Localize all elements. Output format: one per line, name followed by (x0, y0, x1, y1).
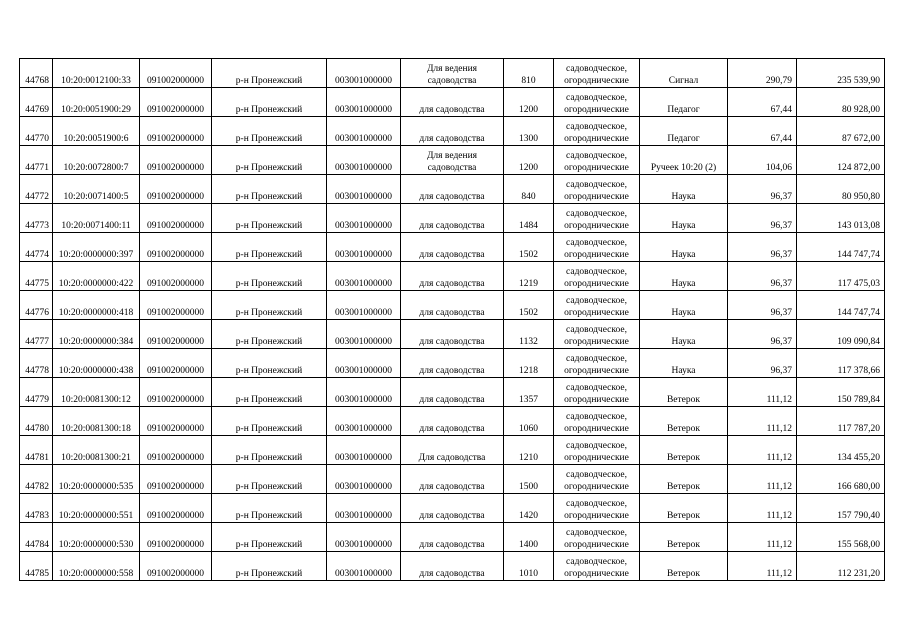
partnership-cell: Наука (640, 291, 728, 320)
partnership-cell: Ветерок (640, 436, 728, 465)
purpose-cell: для садоводства (401, 465, 504, 494)
area-cell: 1502 (504, 291, 554, 320)
total-value-cell: 155 568,00 (797, 523, 885, 552)
purpose-cell: для садоводства (401, 88, 504, 117)
district-cell: р-н Пронежский (212, 436, 327, 465)
price-per-unit-cell: 111,12 (728, 552, 797, 581)
table-row (20, 291, 885, 320)
district-cell: р-н Пронежский (212, 494, 327, 523)
area-cell: 1010 (504, 552, 554, 581)
code-cell: 091002000000 (140, 291, 212, 320)
soato-cell: 003001000000 (327, 88, 401, 117)
price-per-unit-cell: 67,44 (728, 88, 797, 117)
cadastral-number-cell: 10:20:0000000:551 (53, 494, 140, 523)
total-value-cell: 150 789,84 (797, 378, 885, 407)
partnership-cell: Наука (640, 349, 728, 378)
row-number-cell: 44772 (20, 175, 53, 204)
total-value-cell: 117 378,66 (797, 349, 885, 378)
cadastral-number-cell: 10:20:0072800:7 (53, 146, 140, 175)
row-number-cell: 44777 (20, 320, 53, 349)
land-category-cell: садоводческое, огороднические (554, 204, 640, 233)
cadastral-number-cell: 10:20:0000000:558 (53, 552, 140, 581)
area-cell: 1132 (504, 320, 554, 349)
table-row (20, 59, 885, 88)
price-per-unit-cell: 96,37 (728, 349, 797, 378)
land-category-cell: садоводческое, огороднические (554, 494, 640, 523)
purpose-cell: для садоводства (401, 552, 504, 581)
district-cell: р-н Пронежский (212, 59, 327, 88)
area-cell: 1502 (504, 233, 554, 262)
soato-cell: 003001000000 (327, 175, 401, 204)
partnership-cell: Ветерок (640, 378, 728, 407)
district-cell: р-н Пронежский (212, 117, 327, 146)
soato-cell: 003001000000 (327, 59, 401, 88)
price-per-unit-cell: 96,37 (728, 233, 797, 262)
row-number-cell: 44781 (20, 436, 53, 465)
area-cell: 840 (504, 175, 554, 204)
purpose-cell: для садоводства (401, 117, 504, 146)
price-per-unit-cell: 111,12 (728, 465, 797, 494)
total-value-cell: 117 787,20 (797, 407, 885, 436)
row-number-cell: 44775 (20, 262, 53, 291)
table-row (20, 494, 885, 523)
row-number-cell: 44771 (20, 146, 53, 175)
purpose-cell: для садоводства (401, 320, 504, 349)
price-per-unit-cell: 96,37 (728, 204, 797, 233)
price-per-unit-cell: 111,12 (728, 378, 797, 407)
cadastral-number-cell: 10:20:0000000:422 (53, 262, 140, 291)
land-category-cell: садоводческое, огороднические (554, 291, 640, 320)
soato-cell: 003001000000 (327, 552, 401, 581)
district-cell: р-н Пронежский (212, 407, 327, 436)
table-row (20, 349, 885, 378)
soato-cell: 003001000000 (327, 523, 401, 552)
total-value-cell: 87 672,00 (797, 117, 885, 146)
area-cell: 1200 (504, 88, 554, 117)
row-number-cell: 44773 (20, 204, 53, 233)
purpose-cell: для садоводства (401, 349, 504, 378)
partnership-cell: Ручеек 10:20 (2) (640, 146, 728, 175)
partnership-cell: Ветерок (640, 494, 728, 523)
land-category-cell: садоводческое, огороднические (554, 233, 640, 262)
code-cell: 091002000000 (140, 407, 212, 436)
cadastral-number-cell: 10:20:0000000:397 (53, 233, 140, 262)
area-cell: 1484 (504, 204, 554, 233)
cadastral-number-cell: 10:20:0000000:535 (53, 465, 140, 494)
table-body (20, 59, 885, 581)
price-per-unit-cell: 96,37 (728, 320, 797, 349)
total-value-cell: 117 475,03 (797, 262, 885, 291)
total-value-cell: 80 950,80 (797, 175, 885, 204)
district-cell: р-н Пронежский (212, 146, 327, 175)
table-row (20, 175, 885, 204)
partnership-cell: Наука (640, 262, 728, 291)
table-row (20, 407, 885, 436)
code-cell: 091002000000 (140, 59, 212, 88)
area-cell: 1500 (504, 465, 554, 494)
district-cell: р-н Пронежский (212, 291, 327, 320)
soato-cell: 003001000000 (327, 494, 401, 523)
cadastral-number-cell: 10:20:0000000:384 (53, 320, 140, 349)
row-number-cell: 44783 (20, 494, 53, 523)
soato-cell: 003001000000 (327, 262, 401, 291)
price-per-unit-cell: 67,44 (728, 117, 797, 146)
partnership-cell: Сигнал (640, 59, 728, 88)
total-value-cell: 157 790,40 (797, 494, 885, 523)
soato-cell: 003001000000 (327, 320, 401, 349)
purpose-cell: Для садоводства (401, 436, 504, 465)
land-plots-table (19, 58, 885, 581)
code-cell: 091002000000 (140, 146, 212, 175)
code-cell: 091002000000 (140, 494, 212, 523)
soato-cell: 003001000000 (327, 378, 401, 407)
table-row (20, 233, 885, 262)
district-cell: р-н Пронежский (212, 233, 327, 262)
table-row (20, 146, 885, 175)
partnership-cell: Педагог (640, 88, 728, 117)
partnership-cell: Наука (640, 204, 728, 233)
partnership-cell: Наука (640, 233, 728, 262)
code-cell: 091002000000 (140, 523, 212, 552)
code-cell: 091002000000 (140, 175, 212, 204)
row-number-cell: 44780 (20, 407, 53, 436)
district-cell: р-н Пронежский (212, 175, 327, 204)
partnership-cell: Педагог (640, 117, 728, 146)
soato-cell: 003001000000 (327, 233, 401, 262)
table-row (20, 436, 885, 465)
purpose-cell: для садоводства (401, 494, 504, 523)
district-cell: р-н Пронежский (212, 523, 327, 552)
land-category-cell: садоводческое, огороднические (554, 88, 640, 117)
partnership-cell: Ветерок (640, 407, 728, 436)
area-cell: 1400 (504, 523, 554, 552)
table-row (20, 378, 885, 407)
land-category-cell: садоводческое, огороднические (554, 59, 640, 88)
land-category-cell: садоводческое, огороднические (554, 436, 640, 465)
total-value-cell: 166 680,00 (797, 465, 885, 494)
row-number-cell: 44785 (20, 552, 53, 581)
area-cell: 1357 (504, 378, 554, 407)
district-cell: р-н Пронежский (212, 552, 327, 581)
cadastral-number-cell: 10:20:0071400:5 (53, 175, 140, 204)
total-value-cell: 109 090,84 (797, 320, 885, 349)
land-category-cell: садоводческое, огороднические (554, 146, 640, 175)
purpose-cell: для садоводства (401, 262, 504, 291)
table-row (20, 320, 885, 349)
price-per-unit-cell: 96,37 (728, 175, 797, 204)
land-category-cell: садоводческое, огороднические (554, 407, 640, 436)
purpose-cell: Для ведения садоводства (401, 59, 504, 88)
total-value-cell: 124 872,00 (797, 146, 885, 175)
soato-cell: 003001000000 (327, 146, 401, 175)
land-category-cell: садоводческое, огороднические (554, 552, 640, 581)
price-per-unit-cell: 111,12 (728, 494, 797, 523)
code-cell: 091002000000 (140, 88, 212, 117)
table-row (20, 262, 885, 291)
table-row (20, 88, 885, 117)
cadastral-number-cell: 10:20:0081300:18 (53, 407, 140, 436)
area-cell: 1060 (504, 407, 554, 436)
total-value-cell: 134 455,20 (797, 436, 885, 465)
cadastral-number-cell: 10:20:0081300:12 (53, 378, 140, 407)
cadastral-number-cell: 10:20:0000000:530 (53, 523, 140, 552)
row-number-cell: 44770 (20, 117, 53, 146)
area-cell: 1219 (504, 262, 554, 291)
total-value-cell: 112 231,20 (797, 552, 885, 581)
purpose-cell: для садоводства (401, 378, 504, 407)
row-number-cell: 44768 (20, 59, 53, 88)
purpose-cell: Для ведения садоводства (401, 146, 504, 175)
table-row (20, 204, 885, 233)
cadastral-number-cell: 10:20:0012100:33 (53, 59, 140, 88)
total-value-cell: 235 539,90 (797, 59, 885, 88)
land-category-cell: садоводческое, огороднические (554, 320, 640, 349)
row-number-cell: 44784 (20, 523, 53, 552)
district-cell: р-н Пронежский (212, 88, 327, 117)
soato-cell: 003001000000 (327, 407, 401, 436)
land-category-cell: садоводческое, огороднические (554, 117, 640, 146)
area-cell: 1200 (504, 146, 554, 175)
price-per-unit-cell: 290,79 (728, 59, 797, 88)
partnership-cell: Ветерок (640, 523, 728, 552)
soato-cell: 003001000000 (327, 204, 401, 233)
table-row (20, 465, 885, 494)
district-cell: р-н Пронежский (212, 349, 327, 378)
total-value-cell: 144 747,74 (797, 233, 885, 262)
soato-cell: 003001000000 (327, 465, 401, 494)
table-row (20, 523, 885, 552)
purpose-cell: для садоводства (401, 407, 504, 436)
code-cell: 091002000000 (140, 465, 212, 494)
table-row (20, 117, 885, 146)
code-cell: 091002000000 (140, 378, 212, 407)
cadastral-number-cell: 10:20:0071400:11 (53, 204, 140, 233)
cadastral-number-cell: 10:20:0081300:21 (53, 436, 140, 465)
total-value-cell: 143 013,08 (797, 204, 885, 233)
code-cell: 091002000000 (140, 436, 212, 465)
partnership-cell: Наука (640, 320, 728, 349)
land-category-cell: садоводческое, огороднические (554, 349, 640, 378)
price-per-unit-cell: 104,06 (728, 146, 797, 175)
code-cell: 091002000000 (140, 233, 212, 262)
total-value-cell: 144 747,74 (797, 291, 885, 320)
area-cell: 1210 (504, 436, 554, 465)
price-per-unit-cell: 111,12 (728, 523, 797, 552)
cadastral-number-cell: 10:20:0051900:6 (53, 117, 140, 146)
partnership-cell: Наука (640, 175, 728, 204)
cadastral-number-cell: 10:20:0000000:438 (53, 349, 140, 378)
district-cell: р-н Пронежский (212, 378, 327, 407)
district-cell: р-н Пронежский (212, 262, 327, 291)
soato-cell: 003001000000 (327, 436, 401, 465)
code-cell: 091002000000 (140, 117, 212, 146)
row-number-cell: 44769 (20, 88, 53, 117)
code-cell: 091002000000 (140, 349, 212, 378)
district-cell: р-н Пронежский (212, 204, 327, 233)
area-cell: 1300 (504, 117, 554, 146)
total-value-cell: 80 928,00 (797, 88, 885, 117)
price-per-unit-cell: 96,37 (728, 262, 797, 291)
cadastral-number-cell: 10:20:0000000:418 (53, 291, 140, 320)
code-cell: 091002000000 (140, 552, 212, 581)
soato-cell: 003001000000 (327, 117, 401, 146)
row-number-cell: 44779 (20, 378, 53, 407)
purpose-cell: для садоводства (401, 291, 504, 320)
partnership-cell: Ветерок (640, 552, 728, 581)
code-cell: 091002000000 (140, 204, 212, 233)
district-cell: р-н Пронежский (212, 465, 327, 494)
land-category-cell: садоводческое, огороднические (554, 262, 640, 291)
row-number-cell: 44782 (20, 465, 53, 494)
code-cell: 091002000000 (140, 320, 212, 349)
price-per-unit-cell: 96,37 (728, 291, 797, 320)
row-number-cell: 44774 (20, 233, 53, 262)
purpose-cell: для садоводства (401, 204, 504, 233)
area-cell: 810 (504, 59, 554, 88)
price-per-unit-cell: 111,12 (728, 407, 797, 436)
partnership-cell: Ветерок (640, 465, 728, 494)
cadastral-number-cell: 10:20:0051900:29 (53, 88, 140, 117)
area-cell: 1420 (504, 494, 554, 523)
purpose-cell: для садоводства (401, 175, 504, 204)
price-per-unit-cell: 111,12 (728, 436, 797, 465)
land-category-cell: садоводческое, огороднические (554, 175, 640, 204)
purpose-cell: для садоводства (401, 233, 504, 262)
purpose-cell: для садоводства (401, 523, 504, 552)
district-cell: р-н Пронежский (212, 320, 327, 349)
land-category-cell: садоводческое, огороднические (554, 523, 640, 552)
soato-cell: 003001000000 (327, 291, 401, 320)
land-category-cell: садоводческое, огороднические (554, 378, 640, 407)
soato-cell: 003001000000 (327, 349, 401, 378)
row-number-cell: 44778 (20, 349, 53, 378)
row-number-cell: 44776 (20, 291, 53, 320)
area-cell: 1218 (504, 349, 554, 378)
land-category-cell: садоводческое, огороднические (554, 465, 640, 494)
code-cell: 091002000000 (140, 262, 212, 291)
table-row (20, 552, 885, 581)
